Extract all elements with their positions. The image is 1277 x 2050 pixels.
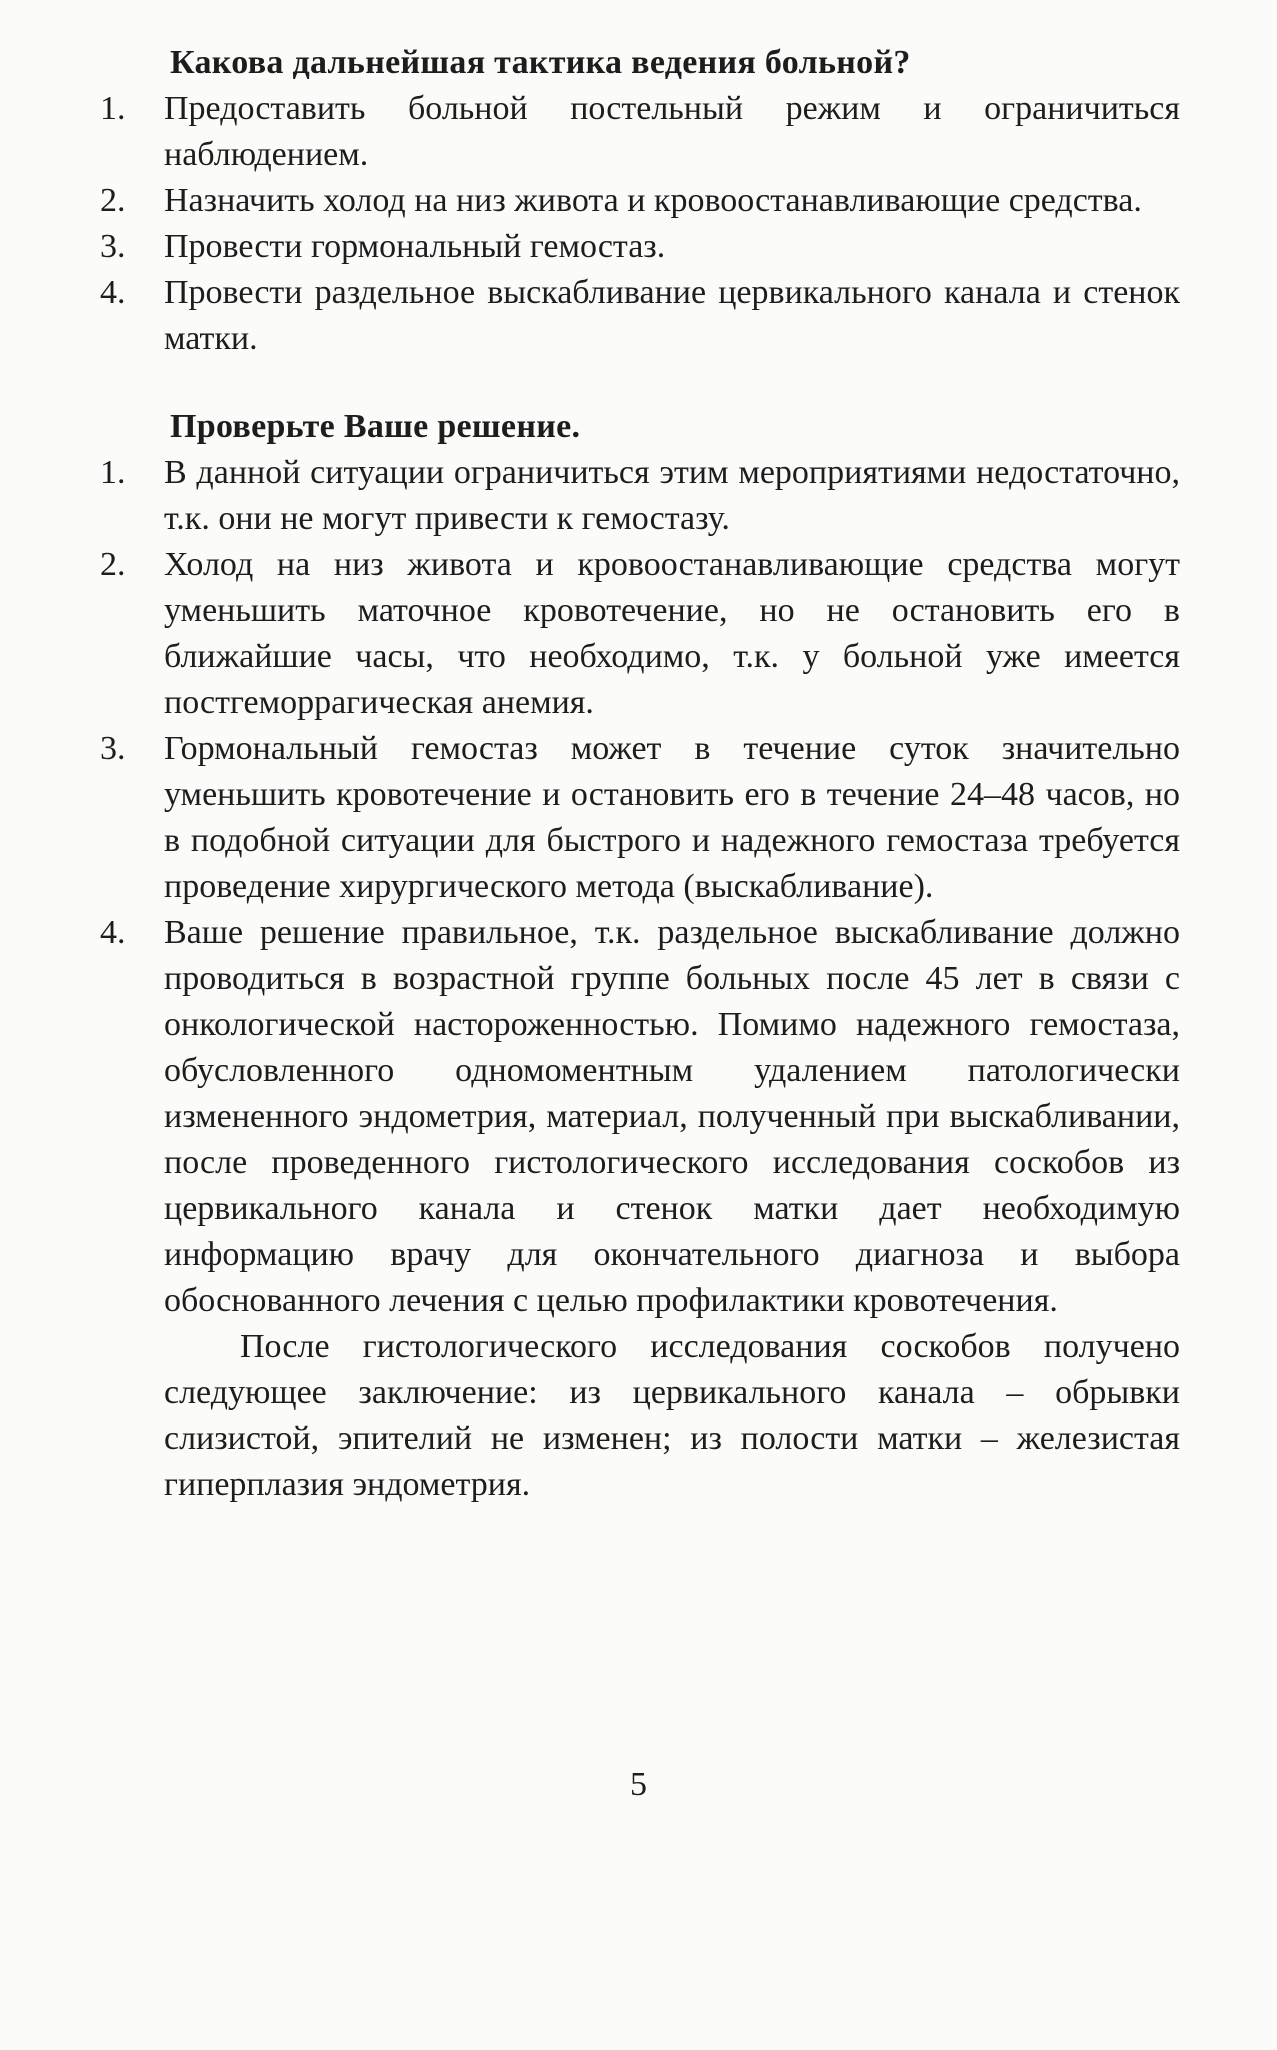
question-heading: Какова дальнейшая тактика ведения больной? (170, 44, 911, 81)
conclusion-paragraph: После гистологического исследования соскобов получено следующее заключение: из цервикального канала – обрывки слизистой, эпителий не изменен; из полости матки – железистая гиперплазия эндометрия. (164, 1328, 1180, 1503)
list-item (100, 178, 1180, 224)
list-item (100, 910, 1180, 1324)
list-item-number: 4. (100, 274, 126, 311)
list-item (100, 224, 1180, 270)
explanations-list (100, 450, 1180, 1324)
list-item-text: В данной ситуации ограничиться этим мероприятиями недостаточно, т.к. они не могут привести к гемостазу. (164, 454, 1180, 537)
list-item-text: Провести гормональный гемостаз. (164, 228, 666, 265)
list-item-text: Гормональный гемостаз может в течение суток значительно уменьшить кровотечение и остановить его в течение 24–48 часов, но в подобной ситуации для быстрого и надежного гемостаза требуется проведение хирургического метода (выскабливание). (164, 730, 1180, 905)
list-item (100, 270, 1180, 362)
list-item-text: Холод на низ живота и кровоостанавливающие средства могут уменьшить маточное кровотечение, но не остановить его в ближайшие часы, что необходимо, т.к. у больной уже имеется постгеморрагическая анемия. (164, 546, 1180, 721)
list-item-number: 4. (100, 914, 126, 951)
list-item-text: Предоставить больной постельный режим и ограничиться наблюдением. (164, 90, 1180, 173)
list-item-number: 2. (100, 546, 126, 583)
list-item (100, 542, 1180, 726)
list-item-number: 2. (100, 182, 126, 219)
list-item (100, 726, 1180, 910)
page-content (100, 40, 1180, 1508)
page-number: 5 (630, 1766, 647, 1803)
list-item (100, 86, 1180, 178)
list-item-number: 3. (100, 228, 126, 265)
list-item-text: Назначить холод на низ живота и кровоостанавливающие средства. (164, 182, 1142, 219)
list-item-number: 1. (100, 454, 126, 491)
list-item (100, 450, 1180, 542)
answer-options-list (100, 86, 1180, 362)
list-item-number: 1. (100, 90, 126, 127)
list-item-number: 3. (100, 730, 126, 767)
list-item-text: Провести раздельное выскабливание цервикального канала и стенок матки. (164, 274, 1180, 357)
check-heading: Проверьте Ваше решение. (170, 408, 581, 445)
list-item-text: Ваше решение правильное, т.к. раздельное выскабливание должно проводиться в возрастной группе больных после 45 лет в связи с онкологической настороженностью. Помимо надежного гемостаза, обусловленного одномоментным удалением патологически измененного эндометрия, материал, полученный при выскабливании, после проведенного гистологического исследования соскобов из цервикального канала и стенок матки дает необходимую информацию врачу для окончательного диагноза и выбора обоснованного лечения с целью профилактики кровотечения. (164, 914, 1180, 1319)
